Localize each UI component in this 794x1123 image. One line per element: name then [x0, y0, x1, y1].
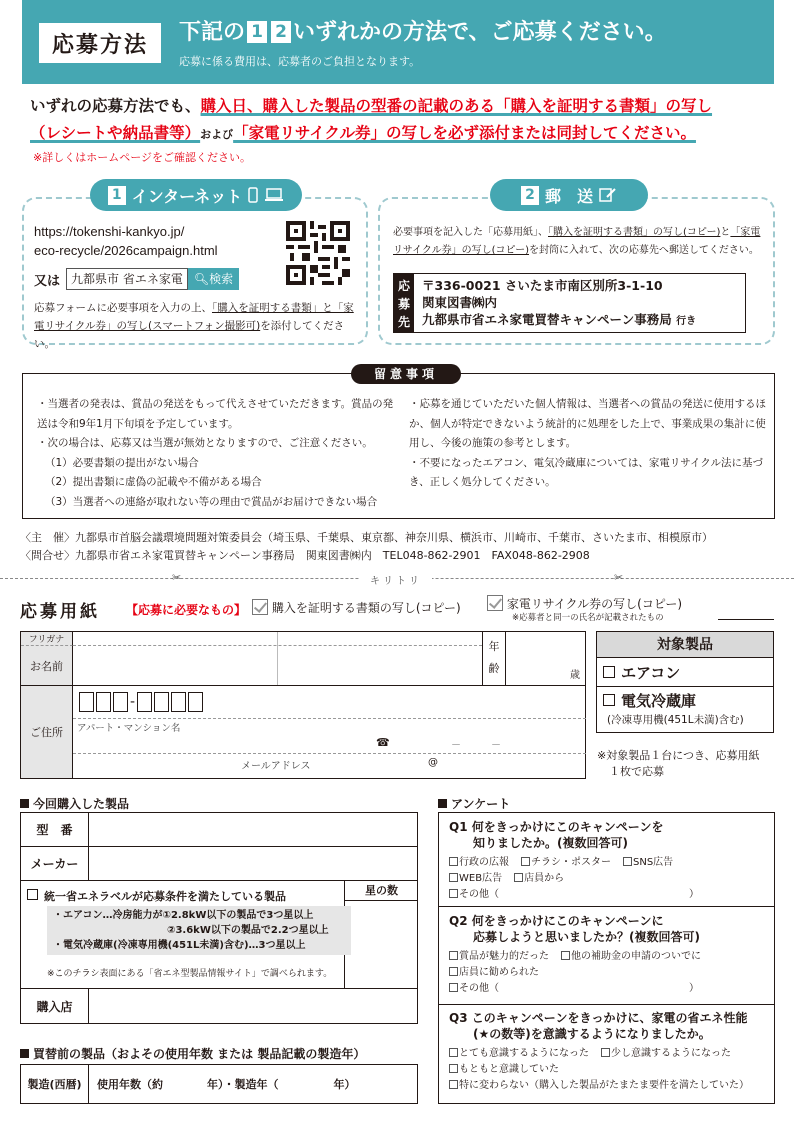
target-aircon[interactable]: エアコン: [597, 662, 773, 683]
form-title: 応募用紙: [20, 602, 100, 622]
applicant-table: [20, 631, 586, 779]
star-head: 星の数: [344, 881, 418, 901]
divider: [21, 685, 585, 686]
notes-title: 留意事項: [351, 364, 461, 384]
target-products: [596, 631, 774, 733]
notes-left: ・当選者の発表は、賞品の発送をもって代えさせていただきます。賞品の発送は令和9年1月下旬頃を予定しています。 ・次の場合は、応募又は当選が無効となりますので、ご注意ください。 （1）必要書類の提出がない場合 （2）提出書類に虚偽の記載や不備がある場合 （3）当選者への連絡が取れない等の理由で賞品がお届けできない場合: [37, 398, 394, 508]
need-note: ※応募者と同一の氏名が記載されたもの: [512, 613, 664, 623]
divider: [439, 906, 774, 907]
name-label: お名前: [21, 646, 73, 685]
age-field[interactable]: 歳: [570, 670, 580, 681]
q1-option[interactable]: WEB広告: [449, 871, 502, 887]
eco-conditions: ・エアコン…冷房能力が①2.8kW以下の製品で3つ星以上 ②3.6kW以下の製品で2.2つ星以上 ・電気冷蔵庫(冷凍専用機(451L未満)含む)…3つ星以上: [47, 906, 351, 955]
furigana-label: フリガナ: [21, 632, 73, 646]
notes-box: [22, 367, 775, 519]
survey-q2: Q2 何をきっかけにこのキャンペーンに 応募しようと思いましたか？(複数回答可) 賞品が魅力的だった 他の補助金の申請のついでに 店員に勧められた その他（ ）: [439, 913, 774, 997]
q1-option[interactable]: 店員から: [514, 871, 564, 887]
eco-label-row: [21, 881, 417, 989]
notes-right: ・応募を通じていただいた個人情報は、当選者への賞品の発送に使用するほか、個人が特定できないよう統計的に処理をした上で、事業成果の集計に使用し、今後の施策の参考とします。 ・不要になったエアコン、電気冷蔵庫については、家電リサイクル法に基づき、正しく処分してください。: [409, 398, 766, 488]
eco-title[interactable]: 統一省エネラベルが応募条件を満たしている製品: [27, 888, 286, 904]
shop-label: 購入店: [21, 989, 89, 1024]
search-button[interactable]: 🔍︎検索: [188, 268, 239, 290]
email-label: メールアドレス: [241, 761, 311, 772]
email-at: @: [428, 757, 438, 768]
cut-label: キリトリ: [360, 572, 432, 587]
mail-pill: 2 郵 送: [490, 179, 648, 211]
mail-address: 〒336-0021 さいたま市南区別所3-1-10 関東図書㈱内 九都県市省エネ家電買替キャンペーン事務局 行き: [422, 278, 697, 327]
address-label: 応 募 先: [394, 274, 414, 332]
shop-row: [21, 989, 417, 1024]
q2-option[interactable]: 賞品が魅力的だった: [449, 949, 549, 965]
survey-heading: アンケート: [438, 795, 510, 812]
requirement-text: いずれの応募方法でも、購入日、購入した製品の型番の記載のある「購入を証明する書類」の写し （レシートや納品書等）および「家電リサイクル券」の写しを必ず添付または同封してください。: [30, 97, 713, 142]
model-label: 型 番: [21, 813, 89, 846]
header-band: [22, 0, 774, 84]
model-field[interactable]: [89, 813, 417, 846]
search-keyword-field[interactable]: 九都県市 省エネ家電: [66, 268, 188, 290]
q1-option[interactable]: 行政の広報: [449, 855, 509, 871]
laptop-icon: [264, 187, 284, 203]
internet-pill: 1 インターネット: [90, 179, 302, 211]
old-product-field[interactable]: 使用年数（約 年）・製造年（ 年）: [97, 1078, 356, 1091]
maker-field[interactable]: [89, 847, 417, 880]
old-product-heading: 買替前の製品（およその使用年数 または 製品記載の製造年）: [20, 1045, 365, 1062]
phone-icon: ☎: [376, 736, 390, 749]
phone-separator: － －: [451, 740, 501, 751]
checkbox-icon[interactable]: [252, 599, 268, 615]
star-field[interactable]: [344, 901, 418, 989]
checkbox-icon[interactable]: [487, 595, 503, 611]
target-note: ※対象製品１台につき、応募用紙 １枚で応募: [597, 749, 760, 778]
q1-option[interactable]: その他（ ）: [449, 887, 699, 903]
product-table: [20, 812, 418, 1024]
q2-option[interactable]: 店員に勧められた: [449, 965, 539, 981]
search-icon: 🔍︎: [193, 272, 210, 286]
search-row: 又は 九都県市 省エネ家電 🔍︎検索: [34, 268, 239, 290]
q2-option[interactable]: 他の補助金の申請のついでに: [561, 949, 701, 965]
scissors-icon: ✂: [614, 571, 624, 584]
campaign-url[interactable]: https://tokenshi-kankyo.jp/ eco-recycle/2026campaign.html: [34, 224, 218, 258]
eco-note: ※このチラシ表面にある「省エネ型製品情報サイト」で調べられます。: [47, 969, 333, 979]
requirement-note: ※詳しくはホームページをご確認ください。: [33, 151, 251, 164]
header-title: 下記の 1 2 いずれかの方法で、ご応募ください。: [179, 20, 667, 45]
apartment-label: アパート・マンション名: [77, 723, 181, 734]
survey-q1: Q1 何をきっかけにこのキャンペーンを 知りましたか。(複数回答可) 行政の広報 チラシ・ポスター SNS広告 WEB広告 店員から その他（ ）: [439, 819, 774, 903]
shop-field[interactable]: [89, 989, 417, 1024]
divider: [597, 686, 773, 687]
model-row: [21, 813, 417, 847]
q3-option[interactable]: 少し意識するようになった: [601, 1046, 731, 1062]
needed-label: 【応募に必要なもの】: [126, 603, 247, 617]
target-fridge[interactable]: 電気冷蔵庫: [597, 690, 773, 711]
divider: [73, 718, 586, 719]
header-subtitle: 応募に係る費用は、応募者のご負担となります。: [179, 55, 421, 68]
old-product-label: 製造(西暦): [21, 1065, 89, 1103]
scissors-icon: ✂: [172, 571, 182, 584]
maker-row: [21, 847, 417, 881]
pencil-paper-icon: [599, 187, 617, 203]
fridge-sub: (冷凍専用機(451L未満)含む): [607, 714, 744, 726]
divider: [439, 1004, 774, 1005]
q3-option[interactable]: 特に変わらない（購入した製品がたまたま要件を満たしていた）: [449, 1078, 749, 1094]
old-product-row: [20, 1064, 418, 1104]
qr-code-icon: [286, 221, 350, 285]
survey-box: [438, 812, 775, 1104]
mail-description: 必要事項を記入した「応募用紙」、「購入を証明する書類」の写し(コピー)と「家電リサイクル券」の写し(コピー)を封筒に入れて、次の応募先へ郵送してください。: [393, 227, 761, 256]
need-item-recycle[interactable]: 家電リサイクル券の写し(コピー): [487, 595, 682, 612]
q3-option[interactable]: とても意識するようになった: [449, 1046, 589, 1062]
mail-address-box: [393, 273, 746, 333]
smartphone-icon: [248, 187, 258, 203]
q2-option[interactable]: その他（ ）: [449, 981, 699, 997]
address-label: ご住所: [21, 686, 73, 778]
internet-description: 応募フォームに必要事項を入力の上、「購入を証明する書類」と「家電リサイクル券」の写し(スマートフォン撮影可)を添付してください。: [34, 302, 354, 350]
survey-q3: Q3 このキャンペーンをきっかけに、家電の省エネ性能 (★の数等)を意識するようになりましたか。 とても意識するようになった 少し意識するようになった もともと意識していた 特に変わらない（購入した製品がたまたま要件を満たしていた）: [439, 1010, 774, 1094]
maker-label: メーカー: [21, 847, 89, 880]
product-heading: 今回購入した製品: [20, 795, 129, 812]
age-label: 年 齢: [482, 632, 506, 685]
target-head: 対象製品: [597, 632, 773, 658]
zip-field[interactable]: -: [79, 692, 203, 712]
header-badge: 応募方法: [39, 23, 161, 63]
name-field[interactable]: [73, 646, 482, 685]
name-line: [718, 619, 774, 620]
need-item-receipt[interactable]: 購入を証明する書類の写し(コピー): [252, 599, 461, 616]
q1-option[interactable]: チラシ・ポスター: [521, 855, 611, 871]
organizer-info: 〈主 催〉九都県市首脳会議環境問題対策委員会（埼玉県、千葉県、東京都、神奈川県、横浜市、川崎市、千葉市、さいたま市、相模原市） 〈問合せ〉九都県市省エネ家電買替キャンペーン事務局 関東図書㈱内 TEL048-862-2901 FAX048-862-2908: [20, 531, 713, 562]
divider: [73, 753, 586, 754]
q1-option[interactable]: SNS広告: [623, 855, 673, 871]
q3-option[interactable]: もともと意識していた: [449, 1062, 559, 1078]
